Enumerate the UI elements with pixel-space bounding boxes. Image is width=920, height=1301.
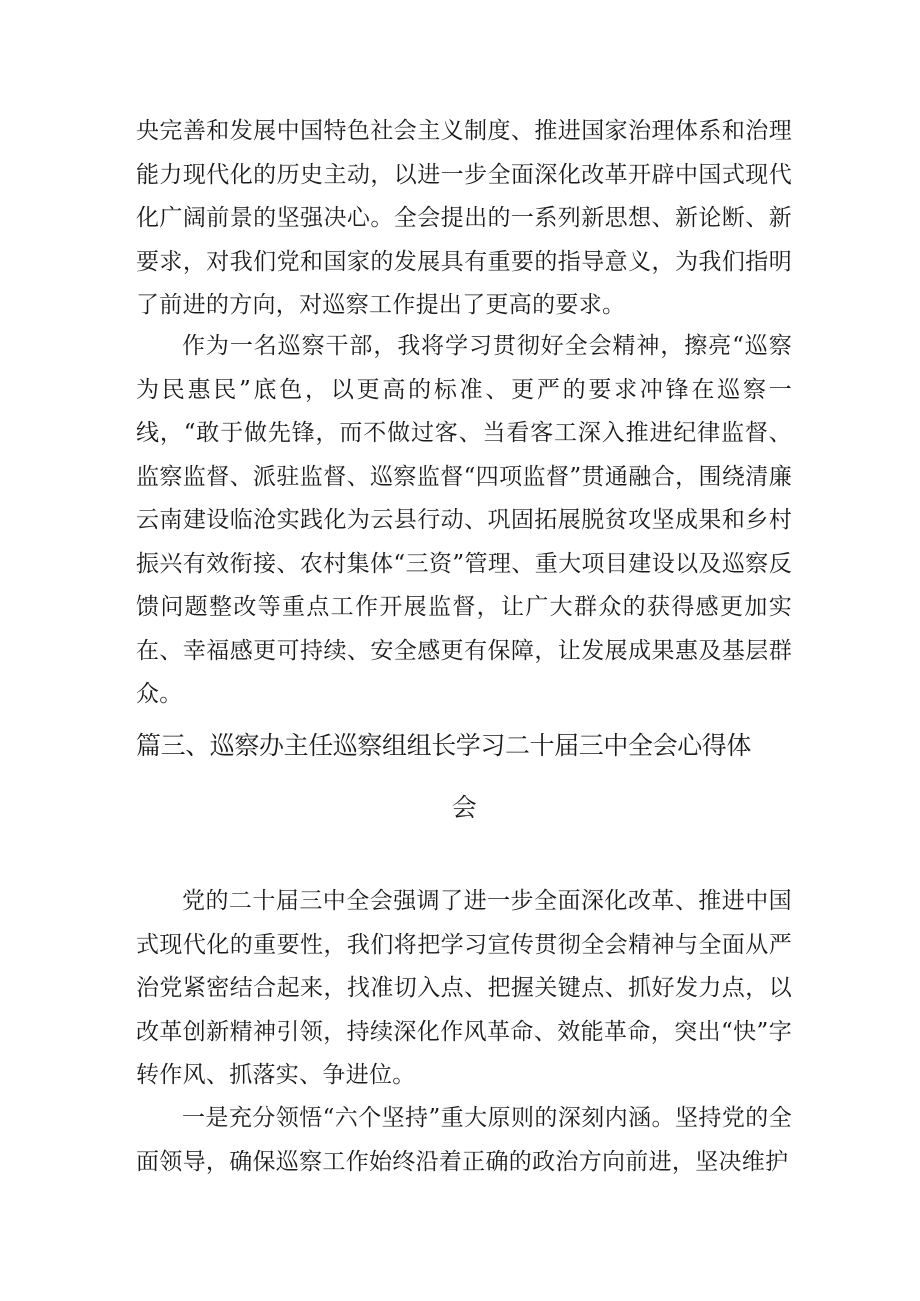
paragraph-continuation: 央完善和发展中国特色社会主义制度、推进国家治理体系和治理能力现代化的历史主动，以进一步全面深化改革开辟中国式现代化广阔前景的坚强决心。全会提出的一系列新思想、新论断、新要求，对我们党和国家的发展具有重要的指导意义，为我们指明了前进的方向，对巡察工作提出了更高的要求。 (136, 118, 792, 318)
section-heading-tail: 会 (451, 793, 477, 822)
paragraph-six-principles: 一是充分领悟“六个坚持”重大原则的深刻内涵。坚持党的全面领导，确保巡察工作始终沿着正确的政治方向前进，坚决维护 (136, 1105, 792, 1175)
section-heading-main: 篇三、巡察办主任巡察组组长学习二十届三中全会心得体 (136, 731, 752, 760)
section-heading (136, 715, 792, 839)
paragraph-inspector-commitment: 作为一名巡察干部，我将学习贯彻好全会精神，擦亮“巡察为民惠民”底色，以更高的标准、更严的要求冲锋在巡察一线，“敢于做先锋，而不做过客、当看客工深入推进纪律监督、监察监督、派驻监督、巡察监督“四项监督”贯通融合，围绕清廉云南建设临沧实践化为云县行动、巩固拓展脱贫攻坚成果和乡村振兴有效衔接、农村集体“三资”管理、重大项目建设以及巡察反馈问题整改等重点工作开展监督，让广大群众的获得感更加实在、幸福感更可持续、安全感更有保障，让发展成果惠及基层群众。 (136, 333, 792, 707)
paragraph-plenum-intro: 党的二十届三中全会强调了进一步全面深化改革、推进中国式现代化的重要性，我们将把学习宣传贯彻全会精神与全面从严治党紧密结合起来，找准切入点、把握关键点、抓好发力点，以改革创新精神引领，持续深化作风革命、效能革命，突出“快”字转作风、抓落实、争进位。 (136, 888, 792, 1088)
